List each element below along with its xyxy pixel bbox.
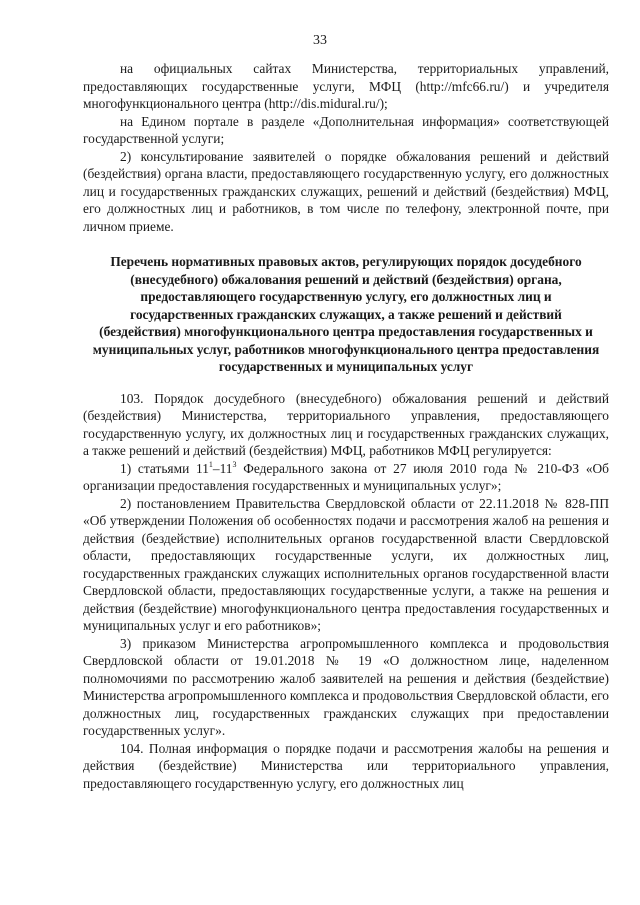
page-number: 33 (313, 33, 327, 48)
list-item-1-start: 1) статьями 11 (120, 460, 209, 476)
list-item-3: 3) приказом Министерства агропромышленного комплекса и продовольствия Свердловской области от 19.01.2018 № 19 «О должностном лице, наделенном полномочиями по рассмотрению жалоб заявителей на решения и действия (бездействие) Министерства агропромышленного комплекса и продовольствия Свердловской области, его должностных лиц, государственных гражданских служащих при предоставлении государственных услуг». (83, 635, 609, 738)
paragraph-103: 103. Порядок досудебного (внесудебного) обжалования решений и действий (бездействия) Министерства, территориального управления, предоставляющего государственную услугу, их должностных лиц и государственных гражданских служащих, а также решений и действий (бездействия) МФЦ, работников МФЦ регулируется: (83, 390, 609, 458)
list-item: на официальных сайтах Министерства, территориальных управлений, предоставляющих государственные услуги, МФЦ (http://mfc66.ru/) и учредителя многофункционального центра (http://dis.midural.ru/); (83, 61, 609, 111)
list-item: на Едином портале в разделе «Дополнительная информация» соответствующей государственной услуги; (83, 113, 609, 146)
paragraph-104: 104. Полная информация о порядке подачи и рассмотрения жалобы на решения и действия (бездействие) Министерства или территориального управления, предоставляющего государственную услугу, его должностных лиц (83, 740, 609, 791)
list-item-1 (83, 460, 609, 495)
document-body (83, 60, 609, 792)
list-item: 2) консультирование заявителей о порядке обжалования решений и действий (бездействия) органа власти, предоставляющего государственную услугу, его должностных лиц и государственных гражданских служащих, решений и действий (бездействия) МФЦ, его должностных лиц и работников, в том числе по телефону, электронной почте, при личном приеме. (83, 148, 609, 234)
section-heading: Перечень нормативных правовых актов, регулирующих порядок досудебного (внесудебного) обжалования решений и действий (бездействия) органа, предоставляющего государственную услугу, его должностных лиц и государственных гражданских служащих, а также решений и действий (бездействия) многофункционального центра предоставления государственных и муниципальных услуг, работников многофункционального центра предоставления государственных и муниципальных услуг (92, 254, 600, 374)
superscript: 1 (208, 459, 213, 469)
list-item-1-dash: –11 (212, 460, 233, 476)
superscript: 3 (232, 459, 237, 469)
list-item-2: 2) постановлением Правительства Свердловской области от 22.11.2018 № 828-ПП «Об утверждении Положения об особенностях подачи и рассмотрения жалоб на решения и действия (бездействие) исполнительных органов государственной власти Свердловской области, предоставляющих государственные услуги, их должностных лиц, государственных гражданских служащих исполнительных органов государственной власти Свердловской области, предоставляющих государственные услуги, а также на решения и действия (бездействие) многофункционального центра предоставления государственных и муниципальных услуг и его работников»; (83, 495, 609, 633)
list-item-1-rest: Федерального закона от 27 июля 2010 года № 210-ФЗ «Об организации предоставления государственных и муниципальных услуг»; (83, 460, 609, 493)
